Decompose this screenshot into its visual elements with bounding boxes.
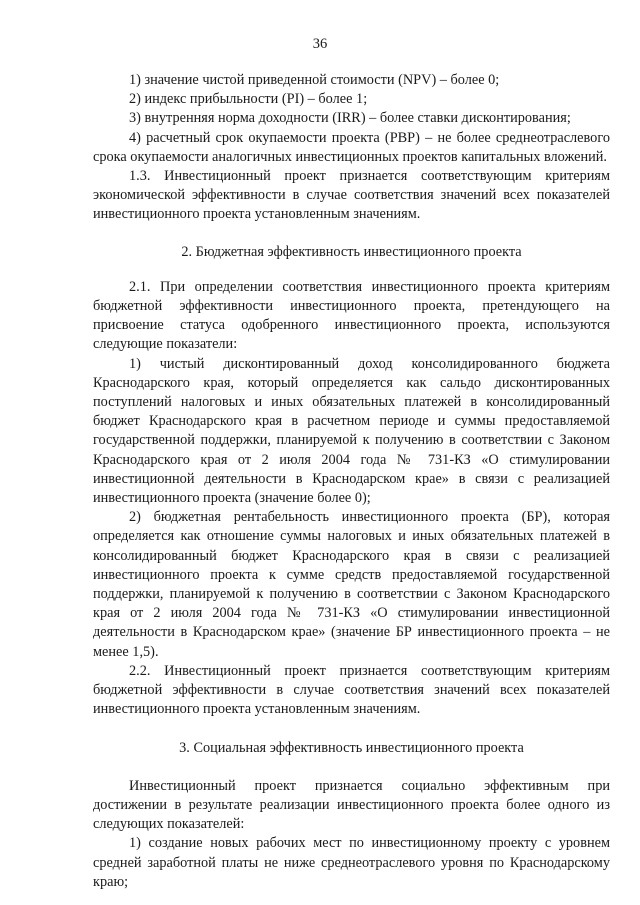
clause-1-3: 1.3. Инвестиционный проект признается соответствующим критериям экономической эффективности в случае соответствия значений всех показателей инвестиционного проекта установленным значениям. (93, 168, 610, 223)
clause-2-2: 2.2. Инвестиционный проект признается соответствующим критериям бюджетной эффективности в случае соответствия значений всех показателей инвестиционного проекта установленным значениям. (93, 662, 610, 718)
clause-2-1: 2.1. При определении соответствия инвестиционного проекта критериям бюджетной эффективности инвестиционного проекта, претендующего на присвоение статуса одобренного инвестиционного проекта, используются следующие показатели: (93, 278, 610, 353)
document-body (93, 71, 610, 892)
list-item-pi: 2) индекс прибыльности (PI) – более 1; (129, 91, 368, 108)
section-2-heading: 2. Бюджетная эффективность инвестиционного проекта (181, 243, 522, 260)
section-3-heading: 3. Социальная эффективность инвестиционного проекта (179, 739, 524, 756)
page-number: 36 (312, 36, 328, 52)
list-item-budget-profitability: 2) бюджетная рентабельность инвестиционного проекта (БР), которая определяется как отношение суммы налоговых и иных обязательных платежей в консолидированный бюджет Краснодарского края в связи с реализацией инвестиционного проекта к сумме средств предоставляемой государственной поддержки, планируемой к получению в соответствии с Законом Краснодарского края от 2 июля 2004 года № 731-КЗ «О стимулировании инвестиционной деятельности в Краснодарском крае» (значение БР инвестиционного проекта – не менее 1,5). (93, 509, 610, 660)
section-3-intro: Инвестиционный проект признается социально эффективным при достижении в результате реализации инвестиционного проекта более одного из следующих показателей: (93, 777, 610, 833)
list-item-irr: 3) внутренняя норма доходности (IRR) – более ставки дисконтирования; (129, 110, 571, 127)
list-item-new-jobs: 1) создание новых рабочих мест по инвестиционному проекту с уровнем средней заработной платы не ниже среднеотраслевого уровня по Краснодарскому краю; (93, 835, 610, 890)
list-item-net-discounted-income: 1) чистый дисконтированный доход консолидированного бюджета Краснодарского края, который определяется как сальдо дисконтированных поступлений налоговых и иных обязательных платежей в консолидированный бюджет Краснодарского края в расчетном периоде и суммы предоставляемой государственной поддержки, планируемой к получению в соответствии с Законом Краснодарского края от 2 июля 2004 года № 731-КЗ «О стимулировании инвестиционной деятельности в Краснодарском крае» в связи с реализацией инвестиционного проекта (значение более 0); (93, 355, 610, 507)
list-item-pbp: 4) расчетный срок окупаемости проекта (PBP) – не более среднеотраслевого срока окупаемости аналогичных инвестиционных проектов капитальных вложений. (93, 129, 610, 165)
list-item-npv: 1) значение чистой приведенной стоимости (NPV) – более 0; (129, 72, 500, 88)
